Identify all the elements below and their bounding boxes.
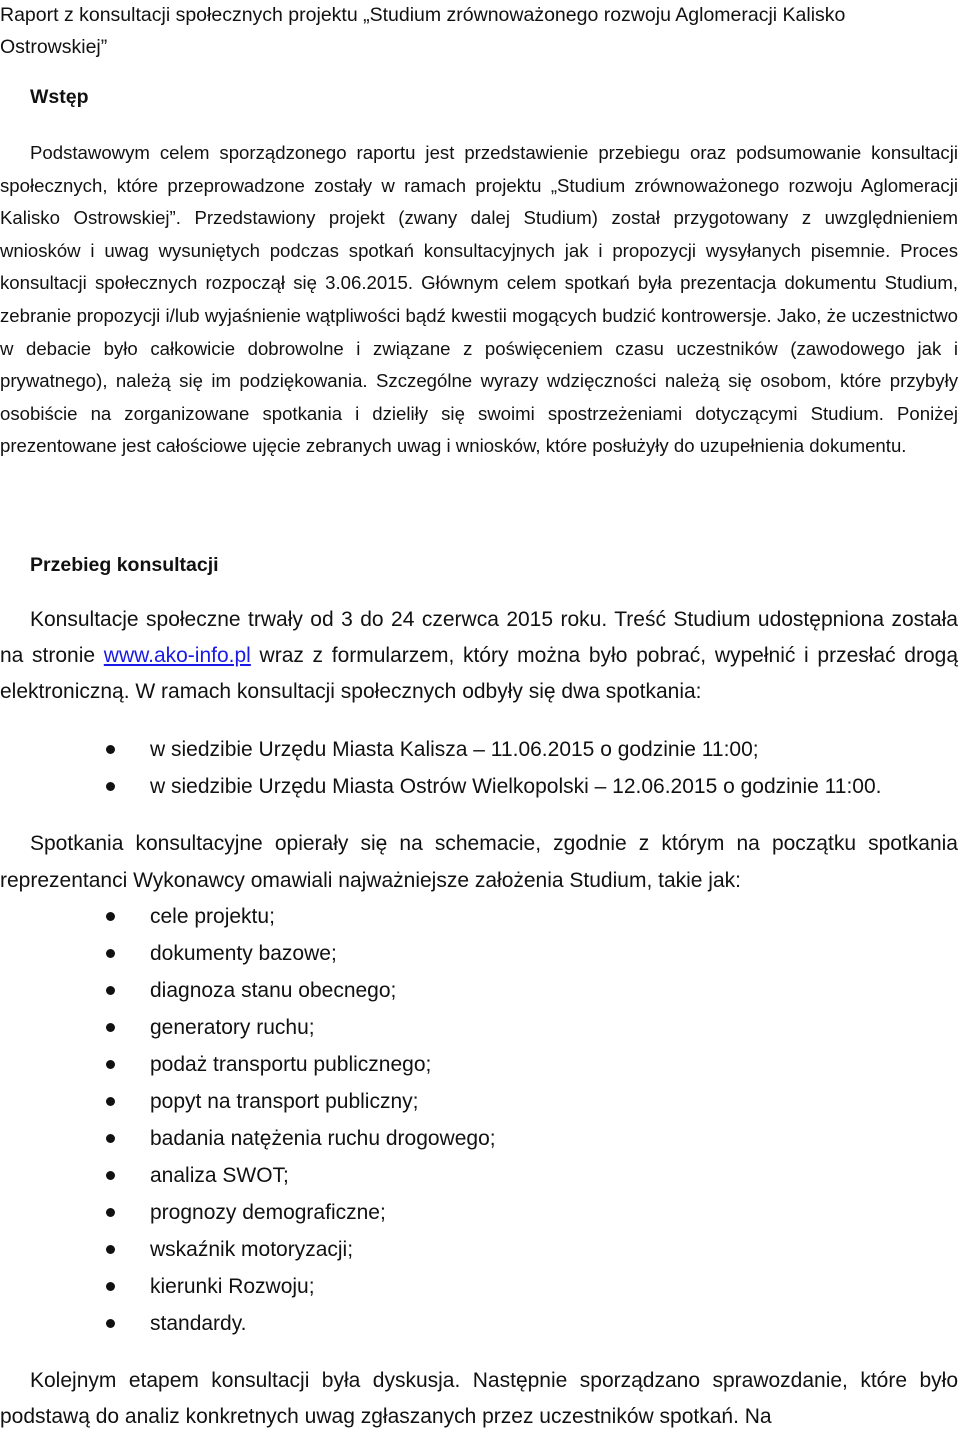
meetings-list [0, 731, 958, 805]
bullet-icon [106, 1282, 115, 1291]
list-item-text: podaż transportu publicznego; [150, 1053, 432, 1076]
list-item [0, 1231, 958, 1268]
bullet-icon [106, 1245, 115, 1254]
bullet-icon [106, 1171, 115, 1180]
list-item [0, 1194, 958, 1231]
report-title [0, 0, 958, 63]
bullet-icon [106, 1060, 115, 1069]
list-item-text: generatory ruchu; [150, 1016, 315, 1039]
list-item [0, 972, 958, 1009]
report-title-line1: Raport z konsultacji społecznych projektu „Studium zrównoważonego rozwoju Aglomeracji Kalisko [0, 4, 846, 26]
paragraph-text-after-link: wraz z formularzem, który można było pobrać, wypełnić i przesłać drogą elektroniczną. W ramach konsultacji społecznych odbyły się dwa spotkania: [0, 644, 958, 703]
bullet-icon [106, 912, 115, 921]
list-item [0, 768, 958, 805]
list-item [0, 1083, 958, 1120]
bullet-icon [106, 1134, 115, 1143]
topics-list [0, 898, 958, 1342]
bullet-icon [106, 1097, 115, 1106]
list-item [0, 898, 958, 935]
bullet-icon [106, 1023, 115, 1032]
bullet-icon [106, 745, 115, 754]
intro-paragraph: Podstawowym celem sporządzonego raportu jest przedstawienie przebiegu oraz podsumowanie konsultacji społecznych, które przeprowadzone zostały w ramach projektu „Studium zrównoważonego rozwoju Aglomeracji Kalisko Ostrowskiej”. Przedstawiony projekt (zwany dalej Studium) został przygotowany z uwzględnieniem wniosków i uwag wysuniętych podczas spotkań konsultacyjnych jak i propozycji wysyłanych pisemnie. Proces konsultacji społecznych rozpoczął się 3.06.2015. Głównym celem spotkań była prezentacja dokumentu Studium, zebranie propozycji i/lub wyjaśnienie wątpliwości bądź kwestii mogących budzić kontrowersje. Jako, że uczestnictwo w debacie było całkowicie dobrowolne i związane z poświęceniem czasu uczestników (zawodowego jak i prywatnego), należą się im podziękowania. Szczególne wyrazy wdzięczności należą się osobom, które przybyły osobiście na zorganizowane spotkania i dzieliły się swoimi spostrzeżeniami dotyczącymi Studium. Poniżej prezentowane jest całościowe ujęcie zebranych uwag i wniosków, które posłużyły do uzupełnienia dokumentu. [0, 142, 958, 457]
paragraph-text-before-link: Konsultacje społeczne trwały od 3 do 24 czerwca 2015 roku. Treść Studium udostępniona została na stronie [0, 608, 958, 667]
list-item-text: popyt na transport publiczny; [150, 1090, 419, 1113]
list-item [0, 1046, 958, 1083]
bullet-icon [106, 1319, 115, 1328]
ako-info-link[interactable]: www.ako-info.pl [103, 644, 251, 667]
discussion-paragraph: Kolejnym etapem konsultacji była dyskusja. Następnie sporządzano sprawozdanie, które było podstawą do analiz konkretnych uwag zgłaszanych przez uczestników spotkań. Na [0, 1369, 958, 1428]
list-item-text: standardy. [150, 1312, 247, 1335]
list-item-text: w siedzibie Urzędu Miasta Ostrów Wielkopolski – 12.06.2015 o godzinie 11:00. [150, 775, 882, 798]
bullet-icon [106, 986, 115, 995]
heading-przebieg-konsultacji: Przebieg konsultacji [30, 554, 219, 576]
bullet-icon [106, 949, 115, 958]
list-item [0, 935, 958, 972]
bullet-icon [106, 1208, 115, 1217]
list-item [0, 1157, 958, 1194]
list-item-text: analiza SWOT; [150, 1164, 289, 1187]
list-item-text: w siedzibie Urzędu Miasta Kalisza – 11.06.2015 o godzinie 11:00; [150, 738, 759, 761]
list-item-text: dokumenty bazowe; [150, 942, 337, 965]
consultation-period-paragraph [0, 602, 958, 710]
list-item [0, 1009, 958, 1046]
list-item [0, 1305, 958, 1342]
list-item-text: diagnoza stanu obecnego; [150, 979, 397, 1002]
list-item-text: badania natężenia ruchu drogowego; [150, 1127, 496, 1150]
bullet-icon [106, 782, 115, 791]
report-title-line2: Ostrowskiej” [0, 36, 108, 58]
list-item [0, 1268, 958, 1305]
list-item-text: cele projektu; [150, 905, 275, 928]
list-item-text: prognozy demograficzne; [150, 1201, 386, 1224]
heading-wstep: Wstęp [30, 86, 89, 108]
schema-paragraph: Spotkania konsultacyjne opierały się na schemacie, zgodnie z którym na początku spotkania reprezentanci Wykonawcy omawiali najważniejsze założenia Studium, takie jak: [0, 832, 958, 892]
list-item [0, 731, 958, 768]
list-item-text: kierunki Rozwoju; [150, 1275, 315, 1298]
list-item [0, 1120, 958, 1157]
list-item-text: wskaźnik motoryzacji; [150, 1238, 354, 1261]
